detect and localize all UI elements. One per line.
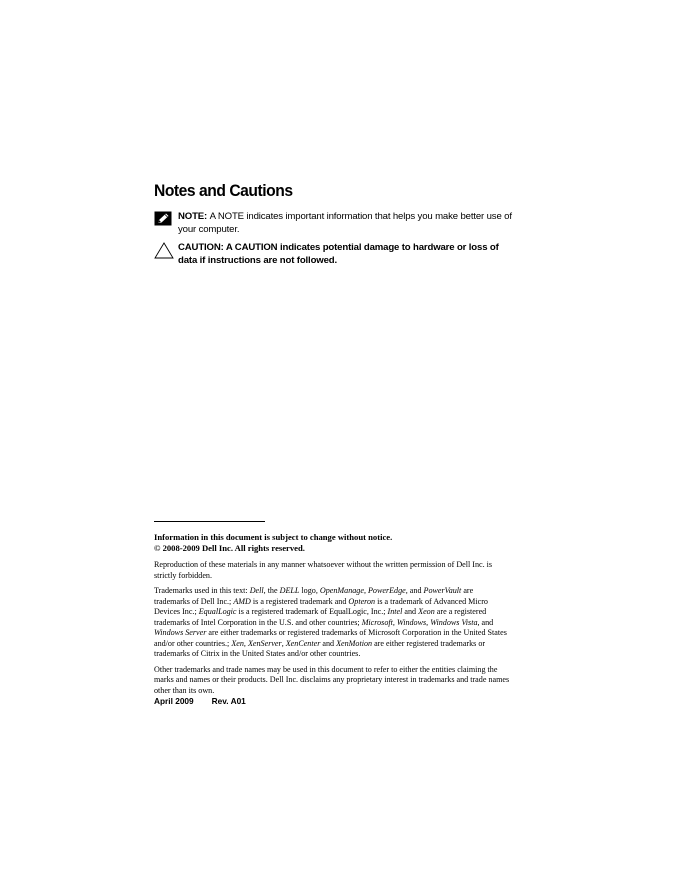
tm-text: , and bbox=[477, 617, 494, 627]
tm-xencenter: XenCenter bbox=[285, 638, 321, 648]
tm-text: , the bbox=[263, 586, 280, 595]
document-footer bbox=[154, 696, 246, 706]
tm-dell: Dell bbox=[249, 586, 264, 595]
tm-text: Trademarks used in this text: bbox=[154, 586, 250, 595]
note-pencil-icon bbox=[154, 211, 174, 229]
change-notice: Information in this document is subject to change without notice. bbox=[154, 532, 393, 542]
tm-text: are trademarks of Dell Inc.; bbox=[154, 586, 474, 606]
tm-xenmotion: XenMotion bbox=[336, 638, 373, 648]
tm-text: , bbox=[281, 638, 286, 648]
tm-windows-vista: Windows Vista bbox=[430, 617, 478, 627]
page-title: Notes and Cautions bbox=[154, 181, 293, 200]
tm-text: is a registered trademark and bbox=[250, 596, 349, 606]
tm-amd: AMD bbox=[233, 596, 251, 606]
caution-triangle-icon bbox=[154, 242, 174, 260]
notice-header bbox=[154, 532, 510, 554]
tm-text: is a trademark of Advanced Micro Devices Inc.; bbox=[154, 596, 488, 616]
tm-dell-logo: DELL bbox=[279, 586, 300, 595]
caution-block bbox=[154, 241, 514, 267]
other-trademarks-paragraph: Other trademarks and trade names may be used in this document to refer to either the entities claiming the marks and names or their products. Dell Inc. disclaims any proprietary interest in trademarks and trade names other than its own. bbox=[154, 664, 510, 695]
tm-windows-server: Windows Server bbox=[154, 628, 207, 637]
tm-microsoft: Microsoft bbox=[361, 617, 393, 627]
tm-opteron: Opteron bbox=[348, 596, 376, 606]
tm-poweredge: PowerEdge, bbox=[367, 586, 408, 595]
reproduction-paragraph: Reproduction of these materials in any manner whatsoever without the written permission of Dell Inc. is strictly forbidden. bbox=[154, 560, 493, 580]
tm-intel: Intel bbox=[387, 607, 403, 616]
tm-text: and bbox=[320, 638, 337, 648]
tm-text: are either registered trademarks or trademarks of Citrix in the United States and/or other countries. bbox=[154, 638, 486, 658]
publication-date: April 2009 bbox=[154, 696, 194, 706]
caution-label: CAUTION: bbox=[178, 242, 226, 253]
tm-text: and bbox=[402, 607, 419, 616]
tm-text: are either trademarks or registered trademarks of Microsoft Corporation in the United States and/or other countries.; bbox=[154, 628, 507, 648]
caution-body: A CAUTION indicates potential damage to hardware or loss of data if instructions are not followed. bbox=[178, 242, 499, 266]
tm-text: , bbox=[392, 617, 397, 627]
copyright-line: © 2008-2009 Dell Inc. All rights reserved. bbox=[154, 543, 305, 553]
revision-label: Rev. A01 bbox=[211, 696, 246, 706]
tm-equallogic: EqualLogic bbox=[198, 607, 237, 616]
trademarks-paragraph bbox=[154, 586, 510, 660]
note-block bbox=[154, 210, 514, 236]
tm-text: , bbox=[426, 617, 431, 627]
tm-text: is a registered trademark of EqualLogic, Inc.; bbox=[236, 607, 388, 616]
caution-text bbox=[178, 241, 514, 267]
tm-xeon: Xeon bbox=[418, 607, 435, 616]
tm-text: , bbox=[243, 638, 248, 648]
tm-xenserver: XenServer bbox=[247, 638, 282, 648]
tm-windows: Windows bbox=[396, 617, 427, 627]
note-label: NOTE: bbox=[178, 211, 210, 222]
note-body: A NOTE indicates important information that helps you make better use of your computer. bbox=[178, 211, 512, 235]
tm-powervault: PowerVault bbox=[423, 586, 462, 595]
tm-text: and bbox=[407, 586, 424, 595]
tm-openmanage: OpenManage bbox=[319, 586, 364, 595]
tm-text: are a registered trademarks of Intel Corporation in the U.S. and other countries; bbox=[154, 607, 487, 627]
footnote-divider bbox=[154, 521, 265, 522]
tm-text: logo, bbox=[299, 586, 320, 595]
note-text bbox=[178, 210, 514, 236]
tm-text: , bbox=[363, 586, 368, 595]
tm-xen: Xen bbox=[231, 638, 244, 648]
legal-notice bbox=[154, 532, 510, 701]
